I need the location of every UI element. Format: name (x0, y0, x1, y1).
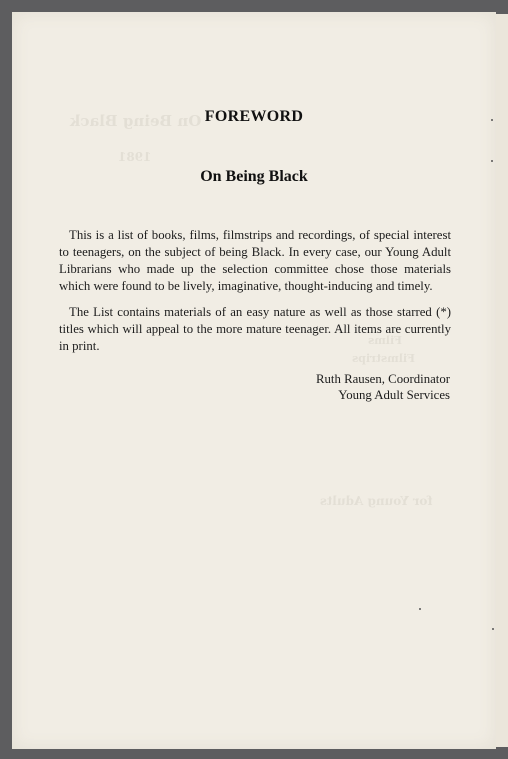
page-heading: FOREWORD (204, 108, 304, 125)
signature-department: Young Adult Services (338, 388, 450, 402)
show-through-text: Filmstrips (352, 352, 415, 365)
document-subtitle: On Being Black (200, 168, 308, 185)
show-through-text: 1981 (118, 150, 152, 164)
paper-speck (419, 608, 421, 610)
show-through-text: On Being Black (70, 112, 202, 130)
show-through-text: Films (368, 334, 402, 347)
paper-speck (491, 160, 493, 162)
body-paragraph: The List contains materials of an easy nature as well as those starred (*) titles which will appeal to the more mature teenager. All items are currently in print. (59, 305, 451, 353)
body-paragraph: This is a list of books, films, filmstrips and recordings, of special interest to teenagers, on the subject of being Black. In every case, our Young Adult Librarians who made up the selection committee chose those materials which were found to be lively, imaginative, thought-inducing and timely. (59, 228, 451, 293)
show-through-text: for Young Adults (320, 494, 433, 508)
paper-speck (492, 628, 494, 630)
signature-name: Ruth Rausen, Coordinator (316, 372, 450, 386)
paper-speck (491, 119, 493, 121)
